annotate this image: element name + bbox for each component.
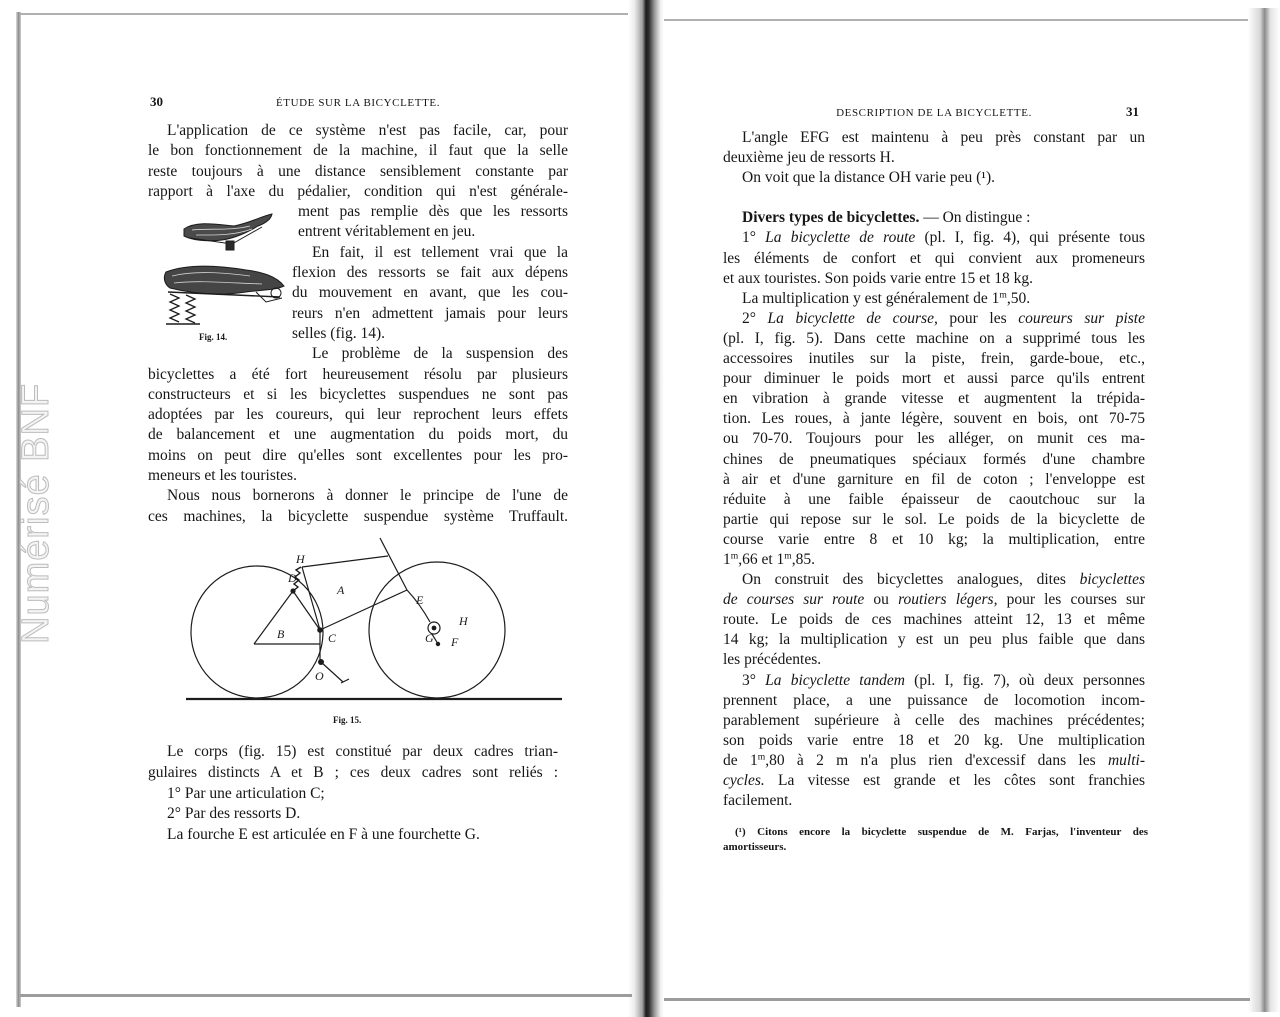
text-line: ou 70-70. Toujours pour les alléger, on munit ces ma- xyxy=(723,430,1145,448)
front-hub xyxy=(436,642,440,646)
figure-caption: Fig. 14. xyxy=(199,332,228,342)
text-line: L'angle EFG est maintenu à peu près constant par un xyxy=(742,129,1145,146)
saddle-clamp xyxy=(226,241,234,250)
figure-label: C xyxy=(328,631,337,645)
text-line: du mouvement en avant, que les cou- xyxy=(292,284,568,302)
figure-14 xyxy=(158,205,298,335)
text-line: les précédentes. xyxy=(723,651,822,669)
italic-term: multi- xyxy=(1107,751,1145,769)
text-line: parablement supérieure à celle des machines précédentes; xyxy=(723,711,1145,729)
right-bottom-edge xyxy=(664,998,1250,1001)
saddle-leather xyxy=(164,266,284,294)
figure-label: E xyxy=(416,593,424,607)
figure-caption: Fig. 15. xyxy=(333,715,362,725)
text-line: accessoires inutiles sur la piste, frein, garde-boue, etc., xyxy=(723,350,1145,368)
text-line: Le corps (fig. 15) est constitué par deux cadres trian- xyxy=(167,743,558,760)
text-line: de courses sur route ou routiers légers, pour les courses sur xyxy=(723,591,1145,609)
coil-spring xyxy=(186,295,195,323)
figure-label: H xyxy=(296,552,305,566)
text-line: chines de pneumatiques spéciaux formés d'une chambre xyxy=(723,450,1145,468)
text-line: ces machines, la bicyclette suspendue système Truffault. xyxy=(148,507,568,525)
page-number: 31 xyxy=(1126,104,1139,119)
left-top-edge xyxy=(20,13,632,15)
text-line: On construit des bicyclettes analogues, dites bicyclettes xyxy=(742,571,1145,589)
italic-term: bicyclettes xyxy=(1079,571,1145,589)
italic-term: La bicyclette tandem xyxy=(765,671,905,689)
text-line: Nous nous bornerons à donner le principe de l'une de xyxy=(167,487,568,505)
running-head: DESCRIPTION DE LA BICYCLETTE. xyxy=(836,107,1032,119)
text-line: en vibration à grande vitesse et augmentent la trépida- xyxy=(723,390,1145,408)
gutter-shadow xyxy=(628,0,664,1017)
left-bottom-edge xyxy=(20,994,632,997)
text-line: 3° La bicyclette tandem (pl. I, fig. 7), où deux personnes xyxy=(742,671,1146,689)
text-line: moins on peut dire qu'elles sont excellentes pour les pro- xyxy=(148,446,568,464)
pedal-arm xyxy=(321,662,343,682)
section-heading-line: Divers types de bicyclettes. — On distingue : xyxy=(742,209,1031,227)
text-line: de 1$^m$,80 à 2 m n'a plus rien d'excessif dans les multi- xyxy=(723,751,1145,769)
spring-joint xyxy=(290,588,295,593)
left-text-block-lower xyxy=(148,742,558,846)
watermark: Numérisé BNF xyxy=(15,382,57,644)
right-text-block xyxy=(723,128,1145,811)
text-line: meneurs et les touristes. xyxy=(148,467,297,485)
text-line: adoptées par les coureurs, qui leur reprochent leurs effets xyxy=(148,406,568,424)
text-line: le bon fonctionnement de la machine, il faut que la selle xyxy=(148,142,568,160)
seat-stay xyxy=(254,591,293,644)
rear-wheel xyxy=(191,566,323,698)
figure-label: B xyxy=(277,627,285,641)
text-line: à air et d'une garniture en fil de coton ; l'enveloppe est xyxy=(723,470,1145,488)
page-number: 30 xyxy=(150,94,163,109)
figure-label: A xyxy=(337,583,345,597)
saddle-plain xyxy=(184,214,272,250)
text-line: et aux touristes. Son poids varie entre 15 et 18 kg. xyxy=(723,269,1033,287)
saddle-leather xyxy=(184,214,272,241)
text-line: rapport à l'axe du pédalier, condition qui n'est générale- xyxy=(148,182,568,200)
figure-label: F xyxy=(451,635,459,649)
text-line: deuxième jeu de ressorts H. xyxy=(723,149,895,167)
head-tube xyxy=(380,538,407,590)
italic-term: coureurs sur piste xyxy=(1018,309,1145,327)
italic-term: routiers légers, xyxy=(898,591,998,609)
text-line: Le problème de la suspension des xyxy=(312,345,568,363)
down-tube xyxy=(320,590,407,630)
text-line: En fait, il est tellement vrai que la xyxy=(312,243,568,261)
text-line: On voit que la distance OH varie peu (¹). xyxy=(742,169,995,187)
figure-label: H xyxy=(459,614,468,628)
text-line: reste toujours à une distance sensiblement constante par xyxy=(148,162,568,180)
text-line: 1° La bicyclette de route (pl. I, fig. 4), qui présente tous xyxy=(742,229,1145,247)
text-line: course varie entre 8 et 10 kg; la multiplication, entre xyxy=(723,530,1145,548)
text-line: 1$^m$,66 et 1$^m$,85. xyxy=(723,550,815,568)
figure-label: G xyxy=(425,631,434,645)
text-line: de balancement et une augmentation du poids mort, du xyxy=(148,426,568,444)
saddle-sprung xyxy=(164,266,284,324)
text-line: ment pas remplie dès que les ressorts xyxy=(298,203,568,221)
figure-label: D xyxy=(288,571,297,585)
rear-frame-strut xyxy=(293,591,320,630)
text-line: pour diminuer le poids mort et aussi parce qu'ils entrent xyxy=(723,370,1145,388)
text-line: facilement. xyxy=(723,792,793,810)
text-line: les éléments de confort et qui convient aux promeneurs xyxy=(723,249,1145,267)
text-line: La multiplication y est généralement de 1$^m$,50. xyxy=(742,289,1031,307)
pivot-joint xyxy=(317,627,323,633)
text-line: son poids varie entre 18 et 20 kg. Une multiplication xyxy=(723,731,1145,749)
text-line: cycles. La vitesse est grande et les côtes sont franchies xyxy=(723,772,1145,789)
text-line: La fourche E est articulée en F à une fourchette G. xyxy=(167,826,480,844)
fork-spring-center xyxy=(432,626,437,631)
seat-tube xyxy=(302,567,320,630)
running-head: ÉTUDE SUR LA BICYCLETTE. xyxy=(275,97,441,109)
footnote-line: amortisseurs. xyxy=(723,841,787,853)
text-line: 1° Par une articulation C; xyxy=(167,784,325,802)
italic-term: de courses sur route xyxy=(723,591,865,609)
right-page-edge xyxy=(1248,8,1280,1012)
text-line: partie qui repose sur le sol. Le poids de la bicyclette de xyxy=(723,510,1145,528)
front-wheel xyxy=(369,562,505,698)
footnote xyxy=(723,825,1148,855)
text-line: tion. Les roues, à jante légère, souvent en bois, ont 70-75 xyxy=(723,410,1145,428)
coil-spring xyxy=(170,294,179,322)
text-line: reurs n'en admettent jamais pour leurs xyxy=(292,304,568,322)
text-line: flexion des ressorts se fait aux dépens xyxy=(292,264,568,282)
section-heading: Divers types de bicyclettes. xyxy=(742,209,920,227)
text-line: constructeurs et si les bicyclettes suspendues ne sont pas xyxy=(148,385,568,403)
text-line: gulaires distincts A et B ; ces deux cadres sont reliés : xyxy=(148,763,558,781)
top-tube xyxy=(302,556,388,567)
text-line: réduite à une faible épaisseur de caoutchouc sur la xyxy=(723,490,1145,508)
figure-label: O xyxy=(315,669,324,683)
text-line: selles (fig. 14). xyxy=(292,324,385,342)
text-line: 2° La bicyclette de course, pour les coureurs sur piste xyxy=(742,309,1145,327)
text-line: 14 kg; la multiplication y est un peu plus faible que dans xyxy=(723,631,1145,649)
text-line: (pl. I, fig. 5). Dans cette machine on a supprimé tous les xyxy=(723,329,1145,347)
text-line: route. Le poids de ces machines atteint 12, 13 et même xyxy=(723,611,1145,629)
crank-axle xyxy=(318,659,324,665)
text-line: bicyclettes a été fort heureusement résolu par plusieurs xyxy=(148,365,568,383)
paragraph-gap xyxy=(723,188,1145,208)
text-line: prennent place, a une puissance de locomotion incom- xyxy=(723,691,1145,709)
italic-term: cycles. xyxy=(723,772,765,789)
footnote-line: (¹) Citons encore la bicyclette suspendue de M. Farjas, l'inventeur des xyxy=(735,826,1148,838)
italic-term: La bicyclette de route xyxy=(765,229,916,247)
text-line: L'application de ce système n'est pas facile, car, pour xyxy=(167,122,568,139)
right-top-edge xyxy=(664,19,1250,21)
text-line: entrent véritablement en jeu. xyxy=(298,223,476,241)
text-line: 2° Par des ressorts D. xyxy=(167,805,301,823)
italic-term: La bicyclette de course, xyxy=(767,309,938,327)
figure-15 xyxy=(180,528,580,713)
